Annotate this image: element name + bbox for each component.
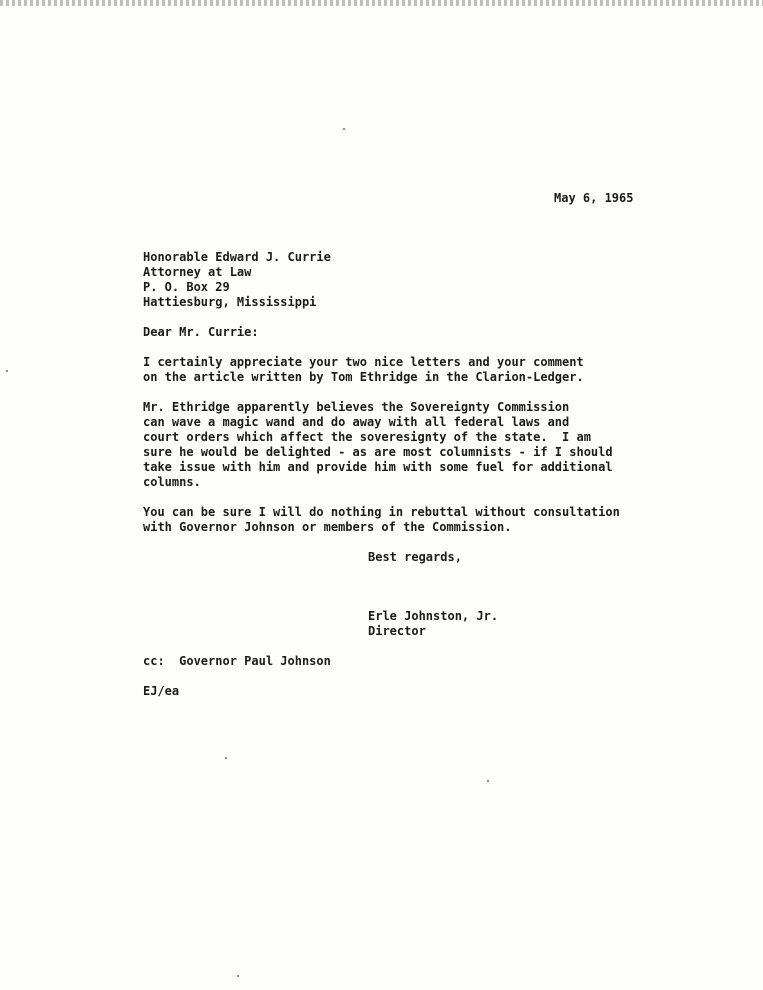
signer-name: Erle Johnston, Jr. bbox=[368, 609, 499, 623]
scan-speck bbox=[487, 780, 489, 782]
scan-speck bbox=[343, 128, 345, 130]
paragraph-2-line-5: take issue with him and provide him with some fuel for additional bbox=[143, 460, 613, 474]
paragraph-1-line-1: I certainly appreciate your two nice letters and your comment bbox=[143, 355, 584, 369]
recipient-address-line-2: Hattiesburg, Mississippi bbox=[143, 295, 317, 309]
paragraph-1-line-2: on the article written by Tom Ethridge in the Clarion-Ledger. bbox=[143, 370, 584, 384]
letter-date: May 6, 1965 bbox=[554, 191, 634, 205]
scan-speck bbox=[6, 370, 8, 372]
signer-title: Director bbox=[368, 624, 426, 638]
paragraph-2-line-2: can wave a magic wand and do away with all federal laws and bbox=[143, 415, 570, 429]
paragraph-3-line-2: with Governor Johnson or members of the Commission. bbox=[143, 520, 512, 534]
recipient-name: Honorable Edward J. Currie bbox=[143, 250, 331, 264]
closing: Best regards, bbox=[368, 550, 462, 564]
recipient-address-line-1: P. O. Box 29 bbox=[143, 280, 230, 294]
cc-line: cc: Governor Paul Johnson bbox=[143, 654, 331, 668]
salutation: Dear Mr. Currie: bbox=[143, 325, 259, 339]
paragraph-2-line-4: sure he would be delighted - as are most columnists - if I should bbox=[143, 445, 613, 459]
recipient-title: Attorney at Law bbox=[143, 265, 252, 279]
paragraph-2-line-6: columns. bbox=[143, 475, 201, 489]
typist-initials: EJ/ea bbox=[143, 684, 180, 698]
paragraph-2-line-1: Mr. Ethridge apparently believes the Sovereignty Commission bbox=[143, 400, 570, 414]
scan-top-edge bbox=[0, 0, 763, 6]
paragraph-3-line-1: You can be sure I will do nothing in rebuttal without consultation bbox=[143, 505, 620, 519]
paragraph-2-line-3: court orders which affect the soveresignty of the state. I am bbox=[143, 430, 591, 444]
scan-speck bbox=[237, 975, 239, 977]
scan-speck bbox=[225, 757, 227, 759]
